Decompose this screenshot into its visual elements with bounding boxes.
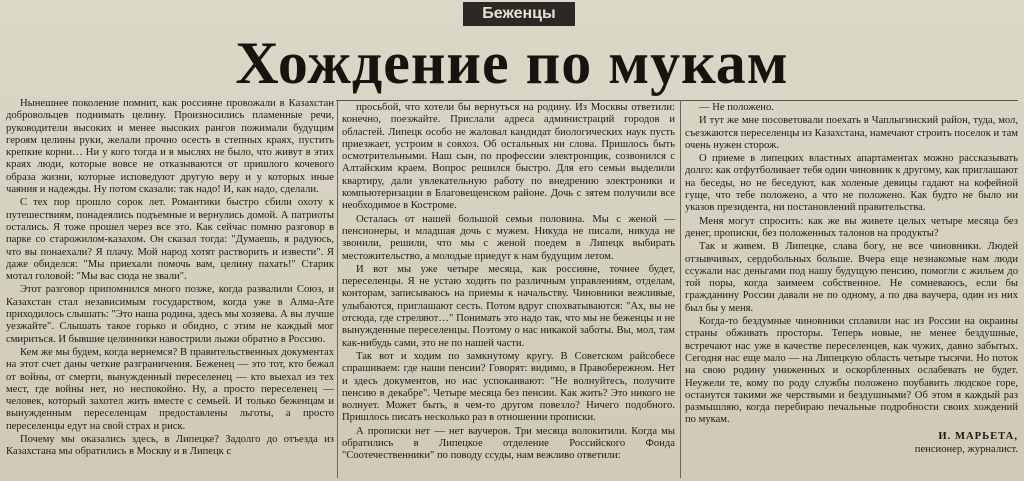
- column-top-rule: [336, 100, 1018, 101]
- paragraph: О приеме в липецких властных апартаментах можно рассказывать долго: как отфутболивает тебя один чиновник к другому, как приглашают на беседы, но не беседуют, как холеные девицы гадают на кофейной гуще, что тебе положено, а что не положено. Как будто не было ни указов президента, ни постановлений правительства.: [685, 153, 1018, 214]
- paragraph: Почему мы оказались здесь, в Липецке? Задолго до отъезда из Казахстана мы обратились в Москву и в Липецк с: [6, 434, 334, 458]
- paragraph: Так и живем. В Липецке, слава богу, не все чиновники. Людей отзывчивых, сердобольных больше. Вчера еще незнакомые нам люди ссужали нас деньгами под нашу будущую пенсию, помогли с жильем до той поры, когда заимеем собственное. Не сомневаюсь, если бы гражданину России давали не по одному, а по два ваучера, один из них был бы у меня.: [685, 241, 1018, 314]
- article-column-2: [342, 102, 675, 481]
- rubric-label: Беженцы: [463, 2, 575, 26]
- paragraph: Нынешнее поколение помнит, как россияне провожали в Казахстан добровольцев поднимать целину. Произносились пламенные речи, руководители высоких и менее высоких рангов пожимали будущим героям целины руки, желали прочно осесть в степных краях, пустить крепкие корни… Ни у кого тогда и в мыслях не было, что живут в этих краях люди, которые вовсе не отказываются от пришлого кочевого образа жизни, которые исповедуют другую веру и у которых иные чаяния и надежды. Ну потом сказали: так надо! И, как надо, сделали.: [6, 98, 334, 196]
- article-column-3: [685, 102, 1018, 481]
- paragraph: С тех пор прошло сорок лет. Романтики быстро сбили охоту к путешествиям, понадеялись подъемные и вернулись домой. А патриоты остались. Я тоже прошел через все это. Как сейчас помню разговор в парке со старожилом-казахом. Он сказал тогда: "Думаешь, я радуюсь, что вы понаехали? Я плачу. Мой народ хотят растворить и извести". Я даже обиделся: "Мы приехали помочь вам, целину пахать!" Старик мотал головой: "Мы вас сюда не звали".: [6, 197, 334, 283]
- article-column-1: [6, 98, 334, 478]
- article-headline: Хождение по мукам: [235, 30, 789, 96]
- paragraph: Кем же мы будем, когда вернемся? В правительственных документах на этот счет даны четкие разграничения. Беженец — это тот, кто бежал от войны, от смерти, вынужденный переселенец — кто выехал из тех мест, где войны нет, но неспокойно. Ну, а просто переселенец — человек, который захотел жить вместе с семьей. И только беженцам и вынужденным переселенцам предоставлены льготы, а просто переселенцы едут на свой страх и риск.: [6, 346, 334, 432]
- paragraph: И вот мы уже четыре месяца, как россияне, точнее будет, переселенцы. Я не устаю ходить по различным управлениям, отделам, конторам, записываюсь на приемы к начальству. Чиновники вежливые, улыбаются, приглашают сесть. Потом вдруг спохватываются: "Ах, вы не отсюда, где стреляют…" Понимать это надо так, что мы не беженцы и не вынужденные переселенцы. Поэтому о нас никакой заботы. Вы, мол, там как-нибудь сами, это не по нашей части.: [342, 263, 675, 349]
- paragraph: Этот разговор припомнился много позже, когда развалили Союз, и Казахстан стал независимым государством, когда уже в Алма-Ате приходилось слышать: "Это наша родина, здесь мы хозяева. А вы лучше уезжайте". Слышать такое горько и обидно, с этим не каждый мог смириться. И бывшие целинники навострили лыжи обратно в Россию.: [6, 284, 334, 345]
- column-divider: [337, 100, 338, 478]
- paragraph: Осталась от нашей большой семьи половина. Мы с женой — пенсионеры, и младшая дочь с мужем. Никуда не писали, никуда не звонили, решили, что мы с женой поедем в Липецк выбирать местожительство, а молодые приедут к нам будущим летом.: [342, 213, 675, 262]
- paragraph: просьбой, что хотели бы вернуться на родину. Из Москвы ответили: конечно, поезжайте. Прислали адреса администраций городов и областей. Липецк особо не жаловал кандидат биологических наук пусть приезжает, устроим в совхоз. Об остальных ни слова. Пришлось быть осмотрительными. Наш сын, по профессии электронщик, созвонился с Алтайским краем. Вопрос решился быстро. Для его семьи выделили квартиру, дали увлекательную работу по внедрению электроники и компьютеризации в Благовещенском районе. Дочь с зятем получили все необходимое в Костроме.: [342, 102, 675, 212]
- paragraph: Так вот и ходим по замкнутому кругу. В Советском райсобесе спрашиваем: где наши пенсии? Говорят: видимо, в Правобережном. Нет и здесь документов, но нас успокаивают: "Не волнуйтесь, получите пенсию в декабре". Четыре месяца без пенсии. Как жить? Это никого не волнует. Может быть, в чем-то другом повезло? Ничего подобного. Пришлось писать несколько раз в отношении прописки.: [342, 350, 675, 424]
- paragraph: Когда-то бездумные чиновники сплавили нас из России на окраины страны обживать просторы. Теперь новые, не менее бездушные, встречают нас уже в качестве переселенцев, как чужих, давно забытых. Сегодня нас еще мало — на Липецкую область четыре тысячи. Но поток на свою родину униженных и оскорбленных ослабевать не будет. Неужели те, кому по роду службы положено поубавить людское горе, останутся такими же черствыми и бездушными? Об этом я каждый раз размышляю, когда перебираю печальные подробности своих хождений по мукам.: [685, 316, 1018, 426]
- paragraph: — Не положено.: [699, 102, 774, 113]
- author-name: И. МАРЬЕТА,: [938, 430, 1018, 442]
- paragraph: И тут же мне посоветовали поехать в Чаплыгинский район, туда, мол, съезжаются переселенцы из Казахстана, намечают строить поселок и там очень нужен сторож.: [685, 115, 1018, 151]
- author-signature: [685, 431, 1018, 443]
- column-divider: [680, 100, 681, 478]
- paragraph: Меня могут спросить: как же вы живете целых четыре месяца без денег, прописки, без положенных талонов на продукты?: [685, 215, 1018, 239]
- author-title: пенсионер, журналист.: [914, 444, 1018, 456]
- paragraph: А прописки нет — нет ваучеров. Три месяца волокитили. Когда мы обратились в Липецкое отделение Российского Фонда "Соотечественники" по поводу ссуды, нам вежливо ответили:: [342, 425, 675, 462]
